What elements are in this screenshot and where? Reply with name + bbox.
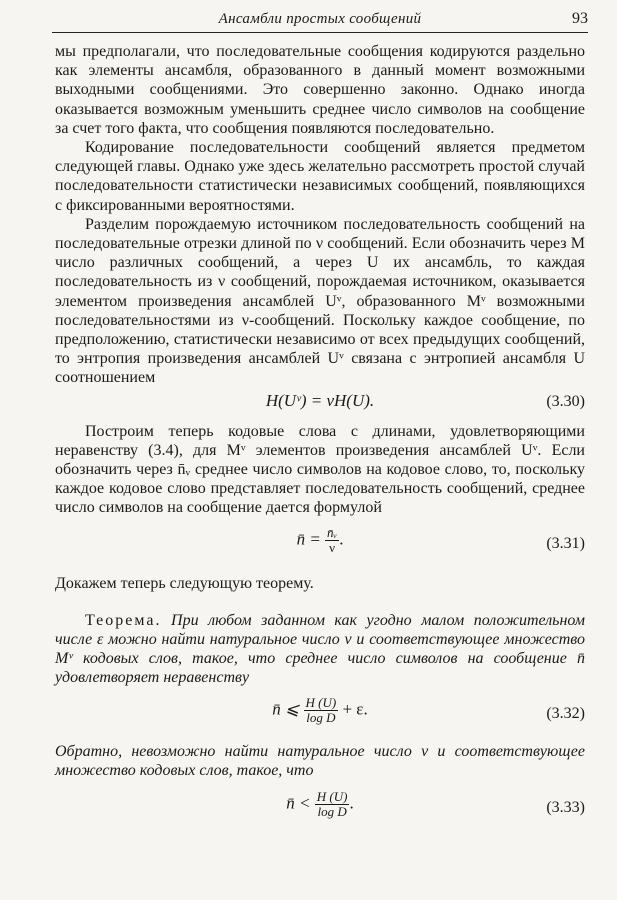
running-title: Ансамбли простых сообщений <box>218 11 422 27</box>
eq-3-32-numerator: H (U) <box>305 694 337 710</box>
paragraph-5: Докажем теперь следующую теорему. <box>55 574 314 592</box>
eq-3-32-number: (3.32) <box>546 704 585 722</box>
eq-3-31-fraction <box>325 526 339 555</box>
eq-3-33-number: (3.33) <box>546 799 585 817</box>
eq-3-31-number: (3.31) <box>546 534 585 552</box>
eq-3-33-fraction <box>315 790 350 819</box>
theorem <box>55 611 585 688</box>
eq-3-32-fraction <box>304 696 339 725</box>
theorem-label: Теорема. <box>85 611 162 629</box>
equation-3-32 <box>55 688 585 738</box>
page-number: 93 <box>572 10 588 27</box>
eq-3-33-tail: . <box>349 793 354 813</box>
paragraph-4: Построим теперь кодовые слова с длинами, удовлетворяющими неравенству (3.4), для Mᵛ элементов произведения ансамблей Uᵛ. Если обозначить через n̄ᵥ среднее число символов на кодовое слово, то, поскольку каждое кодовое слово представляет последовательность сообщений, среднее число символов на сообщение дается формулой <box>55 422 585 517</box>
running-header <box>52 6 588 33</box>
equation-3-31 <box>55 518 585 568</box>
eq-3-30-number: (3.30) <box>546 392 585 410</box>
paragraph-1: мы предполагали, что последовательные сообщения кодируются раздельно как элементы ансамбля, образованного в данный момент возможными выходными сообщениями. Это совершенно законно. Однако иногда оказывается возможным уменьшить среднее число символов на сообщение за счет того факта, что сообщения появляются последовательно. <box>55 43 585 137</box>
converse-statement: Обратно, невозможно найти натуральное число ν и соответствующее множество кодовых слов, такое, что <box>55 742 585 779</box>
page-body <box>55 42 585 830</box>
eq-3-33-denominator: log D <box>317 804 347 820</box>
paragraph-2: Кодирование последовательности сообщений является предметом следующей главы. Однако уже здесь желательно рассмотреть простой случай последовательности статистически независимых сообщений, появляющихся с фиксированными вероятностями. <box>55 139 585 214</box>
theorem-text: При любом заданном как угодно малом положительном числе ε можно найти натуральное число ν и соответствующее множество Mᵛ кодовых слов, такое, что среднее число символов на сообщение n̄ удовлетворяет неравенству <box>55 611 586 687</box>
equation-3-30 <box>55 388 585 414</box>
eq-3-33-lhs: n̄ < <box>286 793 311 813</box>
eq-3-31-denominator: ν <box>329 539 336 555</box>
eq-3-30-formula: H(Uᵛ) = νH(U). <box>265 390 375 410</box>
eq-3-32-lhs: n̄ ⩽ <box>272 699 300 719</box>
eq-3-31-lhs: n̄ = <box>296 529 321 549</box>
eq-3-31-tail: . <box>339 529 344 549</box>
eq-3-32-tail: + ε. <box>342 699 368 719</box>
equation-3-33 <box>55 780 585 830</box>
eq-3-33-numerator: H (U) <box>316 789 348 805</box>
eq-3-31-numerator: n̄ᵥ <box>327 524 338 540</box>
paragraph-3: Разделим порождаемую источником последовательность сообщений на последовательные отрезки длиной по ν сообщений. Если обозначить через M число различных сообщений, а через U их ансамбль, то каждая последовательность из ν сообщений, порождаемая источником, оказывается элементом произведения ансамблей Uᵛ, образованного Mᵛ возможными последовательностями из ν-сообщений. Поскольку каждое сообщение, по предположению, статистически независимо от всех предыдущих сообщений, то энтропия произведения ансамблей Uᵛ связана с энтропией ансамбля U соотношением <box>55 215 585 387</box>
eq-3-32-denominator: log D <box>306 709 336 725</box>
